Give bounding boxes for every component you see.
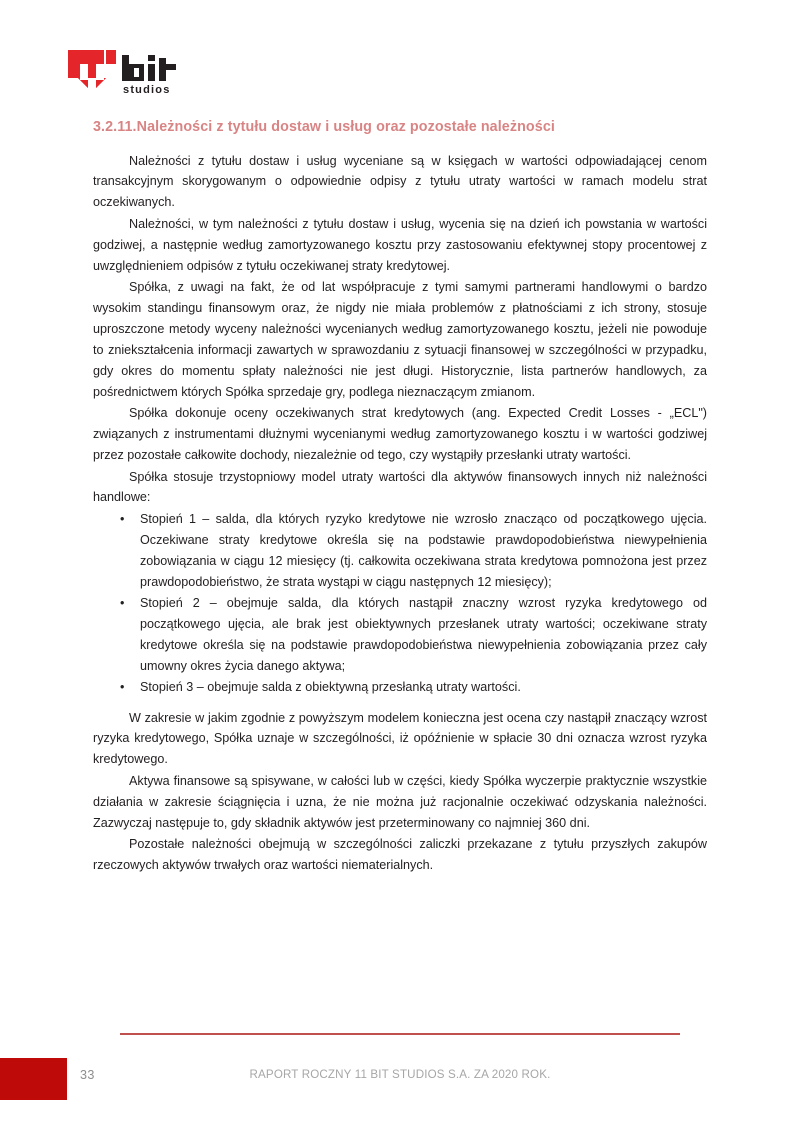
- page-number: 33: [80, 1068, 95, 1082]
- section-title: Należności z tytułu dostaw i usług oraz pozostałe należności: [136, 119, 555, 135]
- footer-caption: RAPORT ROCZNY 11 BIT STUDIOS S.A. ZA 2020 ROK.: [249, 1068, 551, 1081]
- footer-divider: [120, 1033, 680, 1035]
- bullet-icon: •: [120, 595, 125, 610]
- list-item: [93, 677, 707, 698]
- stages-list: [93, 509, 707, 697]
- list-item-text: Stopień 2 – obejmuje salda, dla których nastąpił znaczny wzrost ryzyka kredytowego od początkowego ujęcia, ale brak jest obiektywnych przesłanek utraty wartości; oczekiwane straty kredytowe określa się na podstawie prawdopodobieństwa niewypełnienia zobowiązania przez cały umowny okres życia danego aktywa;: [140, 595, 707, 673]
- bullet-icon: •: [120, 679, 125, 694]
- section-number: 3.2.11.: [93, 119, 137, 135]
- svg-text:studios: studios: [123, 84, 171, 95]
- bit-studios-wordmark: [122, 55, 212, 95]
- list-item-text: Stopień 1 – salda, dla których ryzyko kredytowe nie wzrosło znacząco od początkowego ujęcia. Oczekiwane straty kredytowe określa się na podstawie prawdopodobieństwa niewypełnienia zobowiązania w ciągu 12 miesięcy (tj. całkowita oczekiwana strata kredytowa pomnożona jest przez prawdopodobieństwo, że strata wystąpi w ciągu następnych 12 miesięcy);: [140, 512, 707, 590]
- bullet-icon: •: [120, 512, 125, 527]
- paragraph-4: Spółka dokonuje oceny oczekiwanych strat kredytowych (ang. Expected Credit Losses - „ECL") związanych z instrumentami dłużnymi wycenianymi według zamortyzowanego kosztu i w wartości godziwej przez pozostałe całkowite dochody, niezależnie od tego, czy wystąpiły przesłanki utraty wartości.: [93, 406, 707, 463]
- page-content: [93, 118, 707, 877]
- paragraph-7: Aktywa finansowe są spisywane, w całości lub w części, kiedy Spółka wyczerpie praktycznie wszystkie działania w zakresie ściągnięcia i uzna, że nie można już racjonalnie oczekiwać odzyskania należności. Zazwyczaj następuje to, gdy składnik aktywów jest przeterminowany co najmniej 360 dni.: [93, 773, 707, 830]
- company-logo: [66, 48, 216, 98]
- paragraph-3: Spółka, z uwagi na fakt, że od lat współpracuje z tymi samymi partnerami handlowymi o bardzo wysokim standingu finansowym oraz, że nigdy nie miała problemów z płatnościami z ich strony, stosuje uproszczone metody wyceny należności wycenianych według zamortyzowanego kosztu, jeżeli nie powoduje to zniekształcenia informacji zawartych w sprawozdaniu z sytuacji finansowej w szczególności w przypadku, gdy okres do momentu spłaty należności nie jest długi. Historycznie, lista partnerów handlowych, za pośrednictwem których Spółka sprzedaje gry, podlega nieznaczącym zmianom.: [93, 280, 707, 399]
- section-heading: [93, 118, 707, 137]
- list-item: [93, 593, 707, 677]
- paragraph-8: Pozostałe należności obejmują w szczególności zaliczki przekazane z tytułu przyszłych zakupów rzeczowych aktywów trwałych oraz wartości niematerialnych.: [93, 837, 707, 873]
- paragraph-6: W zakresie w jakim zgodnie z powyższym modelem konieczna jest ocena czy nastąpił znaczący wzrost ryzyka kredytowego, Spółka uznaje w szczególności, iż opóźnienie w spłacie 30 dni oznacza wzrost ryzyka kredytowego.: [93, 710, 707, 767]
- paragraph-2: Należności, w tym należności z tytułu dostaw i usług, wycenia się na dzień ich powstania w wartości godziwej, a następnie według zamortyzowanego kosztu przy zastosowaniu efektywnej stopy procentowej z uwzględnieniem odpisów z tytułu oczekiwanej straty kredytowej.: [93, 216, 707, 273]
- paragraph-1: Należności z tytułu dostaw i usług wyceniane są w księgach w wartości odpowiadającej cenom transakcyjnym skorygowanym o odpowiednie odpisy z tytułu utraty wartości w ramach modelu strat oczekiwanych.: [93, 153, 707, 210]
- bit-studios-logo-mark: [66, 48, 118, 96]
- list-item: [93, 509, 707, 593]
- paragraph-5: Spółka stosuje trzystopniowy model utraty wartości dla aktywów finansowych innych niż należności handlowe:: [93, 469, 707, 505]
- list-item-text: Stopień 3 – obejmuje salda z obiektywną przesłanką utraty wartości.: [140, 679, 521, 694]
